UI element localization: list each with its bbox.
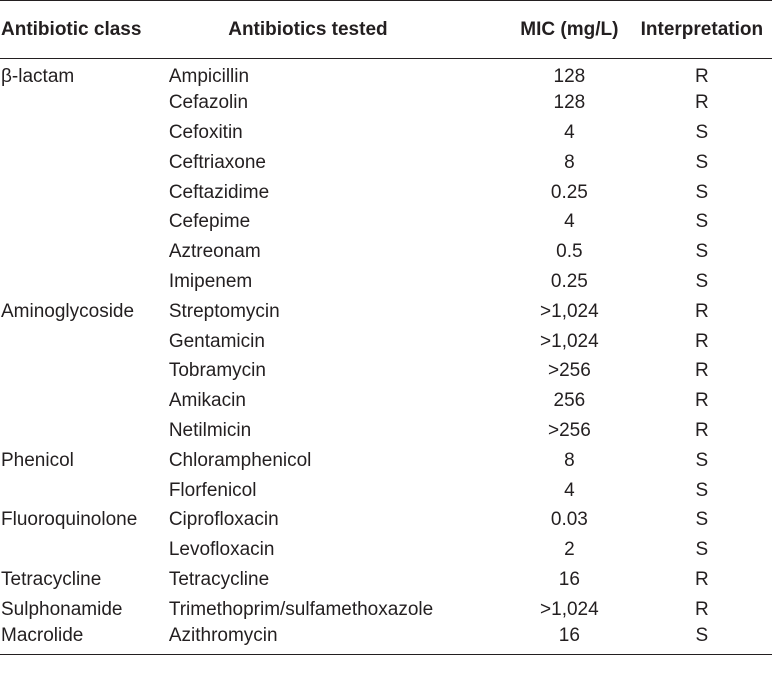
interpretation-cell: S xyxy=(695,241,709,263)
interpretation-cell: S xyxy=(695,509,709,531)
table-row xyxy=(0,535,772,565)
header-antibiotic-class: Antibiotic class xyxy=(0,1,169,59)
interpretation-cell: S xyxy=(695,151,709,173)
class-cell: Phenicol xyxy=(1,449,74,471)
antibiotic-cell: Cefoxitin xyxy=(168,121,243,143)
interpretation-cell: R xyxy=(694,65,709,87)
table-row xyxy=(0,416,772,446)
table-row xyxy=(0,267,772,297)
mic-cell: >1,024 xyxy=(540,300,599,322)
table-row xyxy=(0,118,772,148)
interpretation-cell: S xyxy=(695,181,709,203)
mic-cell: 128 xyxy=(553,92,586,114)
table-row xyxy=(0,88,772,118)
class-cell: β-lactam xyxy=(1,65,75,87)
interpretation-cell: R xyxy=(694,390,709,412)
table-row xyxy=(0,625,772,655)
mic-cell: 4 xyxy=(564,479,575,501)
antibiotic-cell: Trimethoprim/sulfamethoxazole xyxy=(168,598,434,620)
class-cell xyxy=(0,178,169,208)
antibiotic-cell: Ampicillin xyxy=(168,65,250,87)
mic-cell: 4 xyxy=(564,211,575,233)
class-cell xyxy=(0,327,169,357)
antibiotic-cell: Tetracycline xyxy=(168,568,270,590)
interpretation-cell: S xyxy=(695,479,709,501)
header-antibiotics-tested: Antibiotics tested xyxy=(169,1,507,59)
table-row xyxy=(0,327,772,357)
antibiotic-cell: Imipenem xyxy=(168,270,253,292)
table-row xyxy=(0,297,772,327)
class-cell: Tetracycline xyxy=(1,568,102,590)
class-cell xyxy=(0,237,169,267)
class-cell xyxy=(0,416,169,446)
interpretation-cell: R xyxy=(694,300,709,322)
antibiotic-cell: Tobramycin xyxy=(168,360,266,382)
mic-cell: >256 xyxy=(547,360,591,382)
antibiotic-cell: Ciprofloxacin xyxy=(168,509,279,531)
table-row xyxy=(0,505,772,535)
table-row xyxy=(0,476,772,506)
table-row xyxy=(0,59,772,89)
table-row xyxy=(0,446,772,476)
table-header xyxy=(0,1,772,59)
class-cell xyxy=(0,386,169,416)
mic-cell: 16 xyxy=(558,568,580,590)
mic-cell: 128 xyxy=(553,65,586,87)
mic-cell: 8 xyxy=(564,449,575,471)
class-cell: Sulphonamide xyxy=(1,598,123,620)
mic-cell: 0.25 xyxy=(550,181,588,203)
class-cell xyxy=(0,118,169,148)
antibiotic-cell: Aztreonam xyxy=(168,241,261,263)
antibiotic-cell: Cefepime xyxy=(168,211,251,233)
antibiotic-cell: Cefazolin xyxy=(168,92,249,114)
table-row xyxy=(0,178,772,208)
interpretation-cell: S xyxy=(695,449,709,471)
class-cell xyxy=(0,535,169,565)
antibiotic-cell: Amikacin xyxy=(168,390,246,412)
interpretation-cell: R xyxy=(694,419,709,441)
mic-cell: 16 xyxy=(507,625,632,655)
class-cell xyxy=(0,88,169,118)
interpretation-cell: S xyxy=(695,539,709,561)
antibiotic-cell: Streptomycin xyxy=(168,300,280,322)
class-cell xyxy=(0,207,169,237)
mic-cell: 4 xyxy=(564,121,575,143)
mic-cell: 256 xyxy=(553,390,586,412)
interpretation-cell: S xyxy=(695,211,709,233)
class-cell xyxy=(0,267,169,297)
antibiotic-cell: Levofloxacin xyxy=(168,539,275,561)
antibiotic-cell: Ceftazidime xyxy=(168,181,270,203)
mic-cell: 2 xyxy=(564,539,575,561)
interpretation-cell: R xyxy=(694,330,709,352)
interpretation-cell: S xyxy=(632,625,772,655)
interpretation-cell: R xyxy=(694,360,709,382)
mic-cell: 0.03 xyxy=(550,509,588,531)
class-cell xyxy=(0,148,169,178)
class-cell: Macrolide xyxy=(0,625,169,655)
interpretation-cell: R xyxy=(694,568,709,590)
table-row xyxy=(0,237,772,267)
antibiotic-cell: Chloramphenicol xyxy=(168,449,312,471)
table-row xyxy=(0,148,772,178)
mic-cell: >1,024 xyxy=(540,330,599,352)
antibiotic-cell: Azithromycin xyxy=(169,625,507,655)
class-cell xyxy=(0,476,169,506)
mic-cell: >1,024 xyxy=(540,598,599,620)
class-cell xyxy=(0,356,169,386)
header-interpretation: Interpretation xyxy=(632,1,772,59)
class-cell: Aminoglycoside xyxy=(1,300,135,322)
table-row xyxy=(0,356,772,386)
interpretation-cell: R xyxy=(694,598,709,620)
header-row xyxy=(0,1,772,59)
antibiotic-cell: Ceftriaxone xyxy=(168,151,266,173)
mic-cell: 0.5 xyxy=(556,241,583,263)
antibiotic-cell: Florfenicol xyxy=(168,479,257,501)
table-body xyxy=(0,59,772,655)
interpretation-cell: S xyxy=(695,270,709,292)
table-row xyxy=(0,595,772,625)
table-row xyxy=(0,565,772,595)
interpretation-cell: R xyxy=(694,92,709,114)
mic-cell: 8 xyxy=(564,151,575,173)
antibiotic-cell: Gentamicin xyxy=(168,330,265,352)
table-row xyxy=(0,207,772,237)
class-cell: Fluoroquinolone xyxy=(1,509,138,531)
mic-cell: >256 xyxy=(547,419,591,441)
antibiotic-cell: Netilmicin xyxy=(168,419,252,441)
table-row xyxy=(0,386,772,416)
header-mic: MIC (mg/L) xyxy=(507,1,632,59)
interpretation-cell: S xyxy=(695,121,709,143)
mic-cell: 0.25 xyxy=(550,270,588,292)
